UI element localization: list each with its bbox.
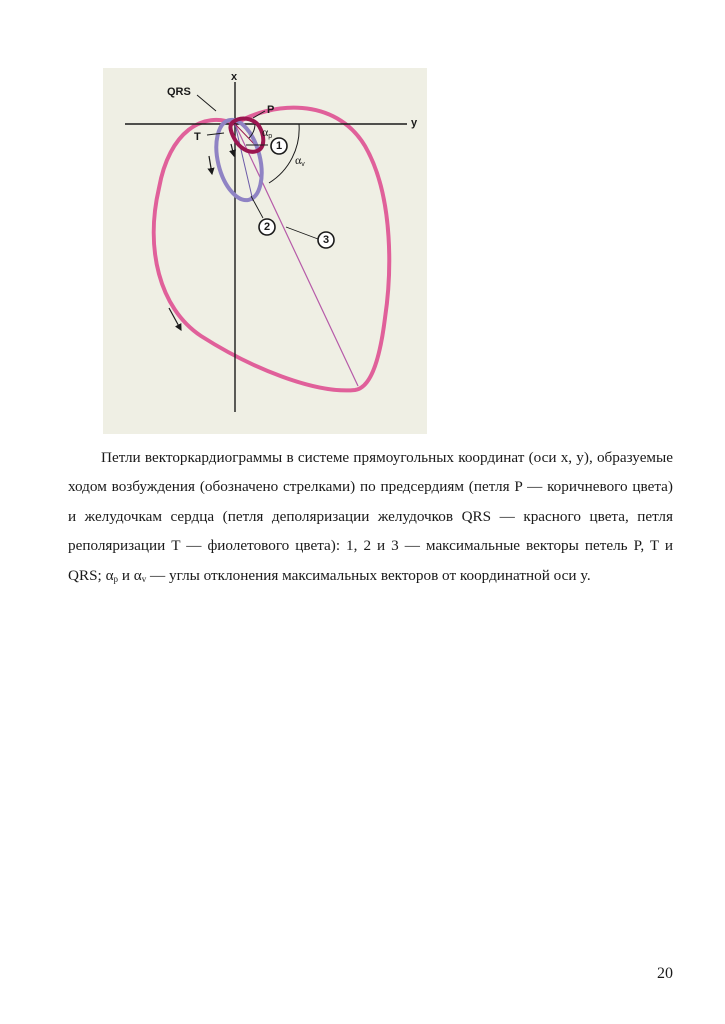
caption-alpha-v-sub: v bbox=[141, 573, 147, 584]
page-number: 20 bbox=[657, 965, 673, 982]
caption-text-3: — углы отклонения максимальных векторов от координатной оси y. bbox=[146, 566, 591, 584]
arrow-t-direction-2 bbox=[209, 156, 212, 174]
caption-alpha-p: α bbox=[105, 566, 114, 584]
caption-conjunction: и bbox=[118, 566, 134, 584]
qrs-loop-label: QRS bbox=[167, 86, 191, 98]
t-label-leader bbox=[207, 133, 224, 135]
axis-x-label: x bbox=[231, 71, 238, 83]
caption-text-1: Петли векторкардиограммы в системе прямоугольных координат (оси x, y), образуемые ходом возбуждения (обозначено стрелками) по предсердиям (петля P — коричневого цвета) и желудочкам сердца (петля деполяризации желудочков bbox=[68, 449, 673, 525]
qrs-label-leader bbox=[197, 95, 216, 111]
vectorcardiogram-figure bbox=[103, 68, 427, 434]
vector-1-number: 1 bbox=[275, 140, 283, 152]
angle-v-label: αv bbox=[295, 153, 305, 168]
axis-y-label: y bbox=[411, 117, 418, 129]
vector-3-number: 3 bbox=[322, 234, 330, 246]
vector-2-leader bbox=[251, 196, 263, 218]
angle-p-label: αp bbox=[262, 125, 273, 140]
caption-alpha-p-sub: p bbox=[113, 573, 119, 584]
caption-qrs: QRS bbox=[461, 507, 492, 525]
arrow-t-direction bbox=[231, 144, 234, 156]
caption-text-2: — красного цвета, петля реполяризации T — фиолетового цвета): 1, 2 и 3 — максимальные векторы петель P, T и QRS; bbox=[68, 507, 674, 584]
vector-3-leader bbox=[286, 227, 318, 239]
p-loop-label: P bbox=[267, 104, 275, 116]
vector-2-number: 2 bbox=[263, 221, 271, 233]
vectorcardiogram-diagram bbox=[103, 68, 427, 434]
caption-alpha-v: α bbox=[133, 566, 142, 584]
t-loop-label: T bbox=[194, 131, 201, 143]
figure-caption bbox=[68, 443, 673, 590]
